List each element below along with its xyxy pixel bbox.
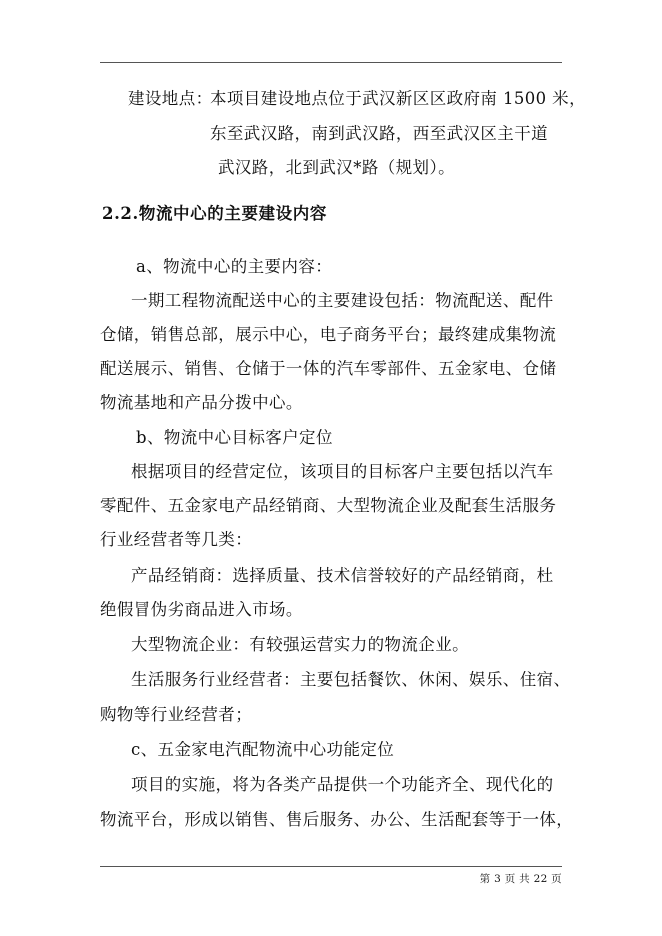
subsection-a-title: a、物流中心的主要内容： — [136, 257, 333, 276]
subsection-c-title: c、五金家电汽配物流中心功能定位 — [131, 740, 395, 759]
paragraph-line: 产品经销商：选择质量、技术信誉较好的产品经销商，杜 — [131, 566, 554, 585]
section-heading: 2.2.物流中心的主要建设内容 — [102, 204, 327, 223]
location-line-3: 武汉路，北到武汉*路（规划）。 — [218, 158, 455, 177]
paragraph-line: 大型物流企业：有较强运营实力的物流企业。 — [131, 635, 469, 654]
page-indicator: 第 3 页 共 22 页 — [479, 873, 562, 885]
paragraph-line: 物流基地和产品分拨中心。 — [100, 393, 303, 412]
subsection-b-title: b、物流中心目标客户定位 — [136, 428, 333, 447]
location-line-2: 东至武汉路，南到武汉路，西至武汉区主干道 — [210, 124, 548, 143]
paragraph-line: 配送展示、销售、仓储于一体的汽车零部件、五金家电、仓储 — [100, 359, 557, 378]
paragraph-line: 购物等行业经营者； — [100, 705, 253, 724]
paragraph-line: 物流平台，形成以销售、售后服务、办公、生活配套等于一体， — [100, 810, 574, 829]
paragraph-line: 生活服务行业经营者：主要包括餐饮、休闲、娱乐、住宿、 — [131, 670, 571, 689]
footer-rule — [100, 866, 562, 867]
paragraph-line: 根据项目的经营定位，该项目的目标客户主要包括以汽车 — [131, 462, 554, 481]
paragraph-line: 绝假冒伪劣商品进入市场。 — [100, 600, 303, 619]
header-rule — [100, 62, 562, 63]
paragraph-line: 一期工程物流配送中心的主要建设包括：物流配送、配件 — [131, 291, 554, 310]
location-label: 建设地点： — [128, 89, 213, 108]
paragraph-line: 行业经营者等几类： — [100, 530, 253, 549]
paragraph-line: 零配件、五金家电产品经销商、大型物流企业及配套生活服务 — [100, 496, 557, 515]
paragraph-line: 仓储，销售总部，展示中心，电子商务平台；最终建成集物流 — [100, 325, 557, 344]
location-line-1: 本项目建设地点位于武汉新区区政府南 1500 米， — [210, 89, 586, 108]
paragraph-line: 项目的实施，将为各类产品提供一个功能齐全、现代化的 — [131, 775, 554, 794]
